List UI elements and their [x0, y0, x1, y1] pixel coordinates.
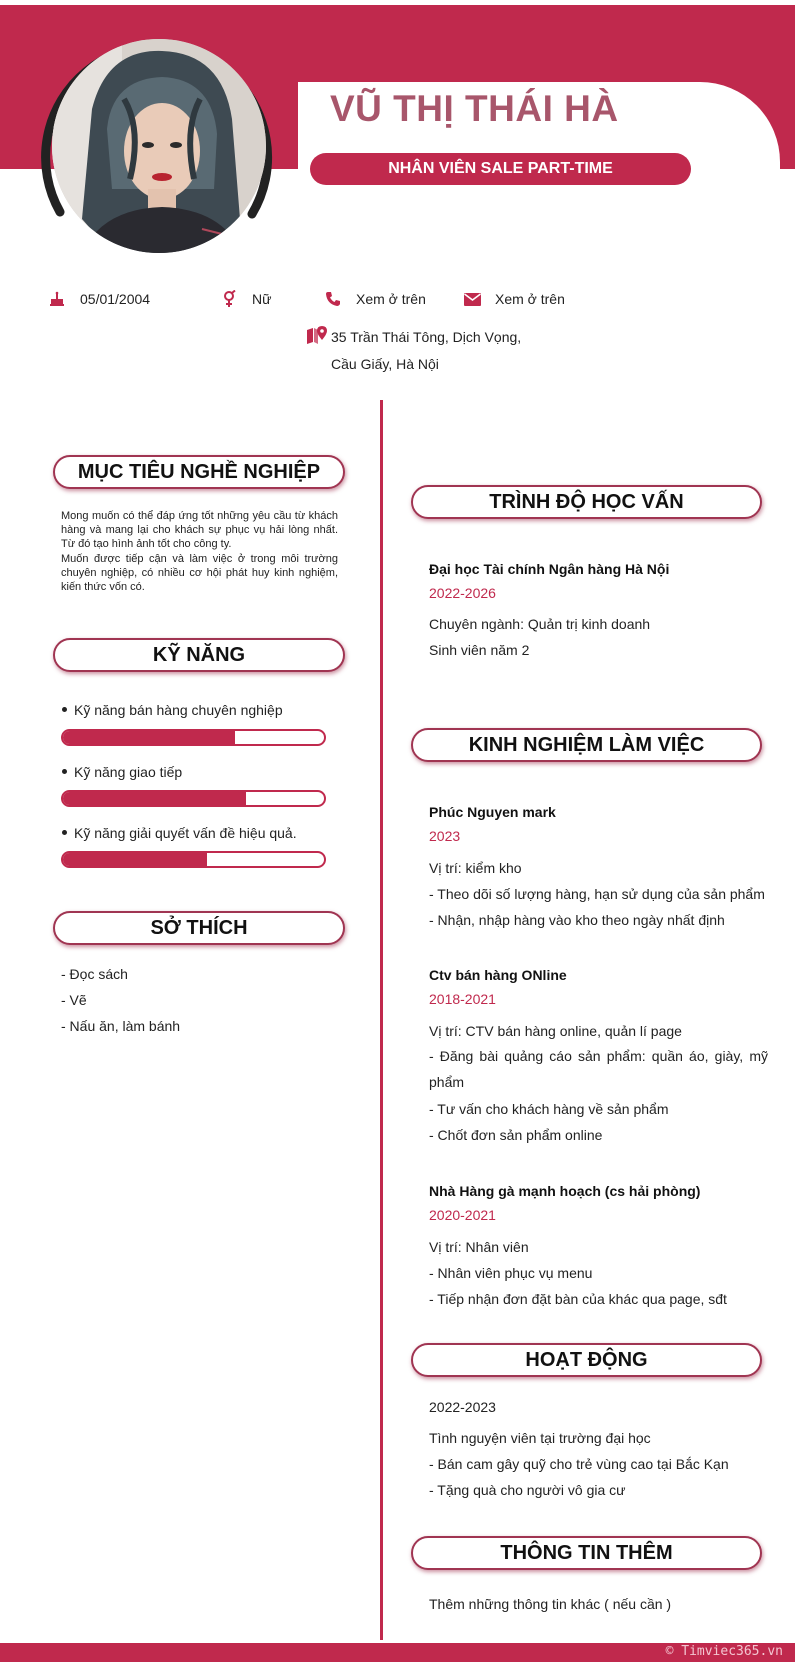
email-info: [461, 290, 565, 308]
job-company: Ctv bán hàng ONline: [429, 967, 567, 983]
career-goal-paragraph-2: Muốn được tiếp cận và làm việc ở trong môi trường chuyên nghiệp, có nhiều cơ hội phát huy kinh nghiệm, kiến thức vốn có.: [61, 552, 338, 594]
activity-line: - Bán cam gây quỹ cho trẻ vùng cao tại Bắc Kạn: [429, 1456, 729, 1472]
skill-bar-fill: [63, 853, 207, 866]
address-line-2: Cầu Giấy, Hà Nội: [331, 356, 439, 372]
job-company: Phúc Nguyen mark: [429, 804, 556, 820]
job-line: - Nhân viên phục vụ menu: [429, 1265, 593, 1281]
job-company: Nhà Hàng gà mạnh hoạch (cs hải phòng): [429, 1183, 701, 1199]
extra-info-heading: THÔNG TIN THÊM: [411, 1536, 762, 1570]
gender-info: [218, 290, 271, 308]
job-line: - Tiếp nhận đơn đặt bàn của khác qua page, sđt: [429, 1291, 727, 1307]
email-value: Xem ở trên: [495, 291, 565, 307]
skill-bar: [61, 729, 326, 746]
job-line: Vị trí: kiểm kho: [429, 860, 522, 876]
job-line: Vị trí: CTV bán hàng online, quản lí page: [429, 1023, 682, 1039]
skill-item: [62, 764, 182, 780]
job-years: 2020-2021: [429, 1207, 496, 1223]
skill-bar: [61, 851, 326, 868]
hobbies-heading: SỞ THÍCH: [53, 911, 345, 945]
gender-icon: [218, 290, 240, 308]
map-marker-icon: [307, 326, 327, 344]
job-line: Vị trí: Nhân viên: [429, 1239, 529, 1255]
experience-heading: KINH NGHIỆM LÀM VIỆC: [411, 728, 762, 762]
hobby-item: - Nấu ăn, làm bánh: [61, 1018, 181, 1034]
birthday-info: [46, 290, 150, 308]
job-line: - Nhận, nhập hàng vào kho theo ngày nhất định: [429, 912, 725, 928]
envelope-icon: [461, 290, 483, 308]
skill-bar: [61, 790, 326, 807]
hobby-item: - Vẽ: [61, 992, 87, 1008]
skills-heading: KỸ NĂNG: [53, 638, 345, 672]
bullet-icon: [62, 769, 67, 774]
phone-icon: [322, 290, 344, 308]
skill-item: [62, 825, 297, 841]
job-line: - Chốt đơn sản phẩm online: [429, 1127, 603, 1143]
career-goal-text: [61, 509, 338, 594]
skill-bar-fill: [63, 792, 246, 805]
gender-value: Nữ: [252, 291, 272, 307]
job-years: 2023: [429, 828, 461, 844]
activities-years: 2022-2023: [429, 1399, 496, 1415]
bullet-icon: [62, 707, 67, 712]
phone-info: [322, 290, 426, 308]
career-goal-heading: MỤC TIÊU NGHỀ NGHIỆP: [53, 455, 345, 489]
candidate-name: VŨ THỊ THÁI HÀ: [330, 88, 619, 129]
activity-line: - Tặng quà cho người vô gia cư: [429, 1482, 626, 1498]
phone-value: Xem ở trên: [356, 291, 426, 307]
address-line-1: 35 Trần Thái Tông, Dịch Vọng,: [331, 329, 522, 345]
extra-info-text: Thêm những thông tin khác ( nếu cần ): [429, 1596, 672, 1612]
school-name: Đại học Tài chính Ngân hàng Hà Nội: [429, 561, 670, 577]
skill-label: Kỹ năng giải quyết vấn đề hiệu quả.: [74, 825, 297, 841]
job-years: 2018-2021: [429, 991, 496, 1007]
watermark: © Timviec365.vn: [665, 1644, 783, 1659]
career-goal-paragraph-1: Mong muốn có thể đáp ứng tốt những yêu cầu từ khách hàng và mang lại cho khách sự phục vụ hải lòng nhất. Từ đó tạo hình ảnh tốt cho công ty.: [61, 510, 338, 551]
education-years: 2022-2026: [429, 585, 496, 601]
job-line: - Đăng bài quảng cáo sản phẩm: quần áo, giày, mỹ phẩm: [429, 1048, 768, 1090]
avatar: [52, 39, 266, 253]
column-divider: [380, 400, 383, 1640]
skill-label: Kỹ năng giao tiếp: [74, 764, 183, 780]
education-major: Chuyên ngành: Quản trị kinh doanh: [429, 616, 651, 632]
hobby-item: - Đọc sách: [61, 966, 128, 982]
avatar-frame: [38, 26, 280, 258]
cake-icon: [46, 290, 68, 308]
activities-heading: HOẠT ĐỘNG: [411, 1343, 762, 1377]
education-heading: TRÌNH ĐỘ HỌC VẤN: [411, 485, 762, 519]
skill-item: [62, 702, 283, 718]
skill-bar-fill: [63, 731, 235, 744]
job-position-badge: NHÂN VIÊN SALE PART-TIME: [310, 153, 691, 185]
birthday-value: 05/01/2004: [80, 291, 151, 307]
bullet-icon: [62, 830, 67, 835]
skill-label: Kỹ năng bán hàng chuyên nghiệp: [74, 702, 283, 718]
profile-photo: [52, 39, 266, 253]
education-status: Sinh viên năm 2: [429, 642, 530, 658]
job-line: - Tư vấn cho khách hàng về sản phẩm: [429, 1101, 669, 1117]
footer-band: [0, 1643, 795, 1662]
address: [331, 324, 561, 378]
job-line: - Theo dõi số lượng hàng, hạn sử dụng của sản phẩm: [429, 886, 765, 902]
activity-line: Tình nguyện viên tại trường đại học: [429, 1430, 651, 1446]
